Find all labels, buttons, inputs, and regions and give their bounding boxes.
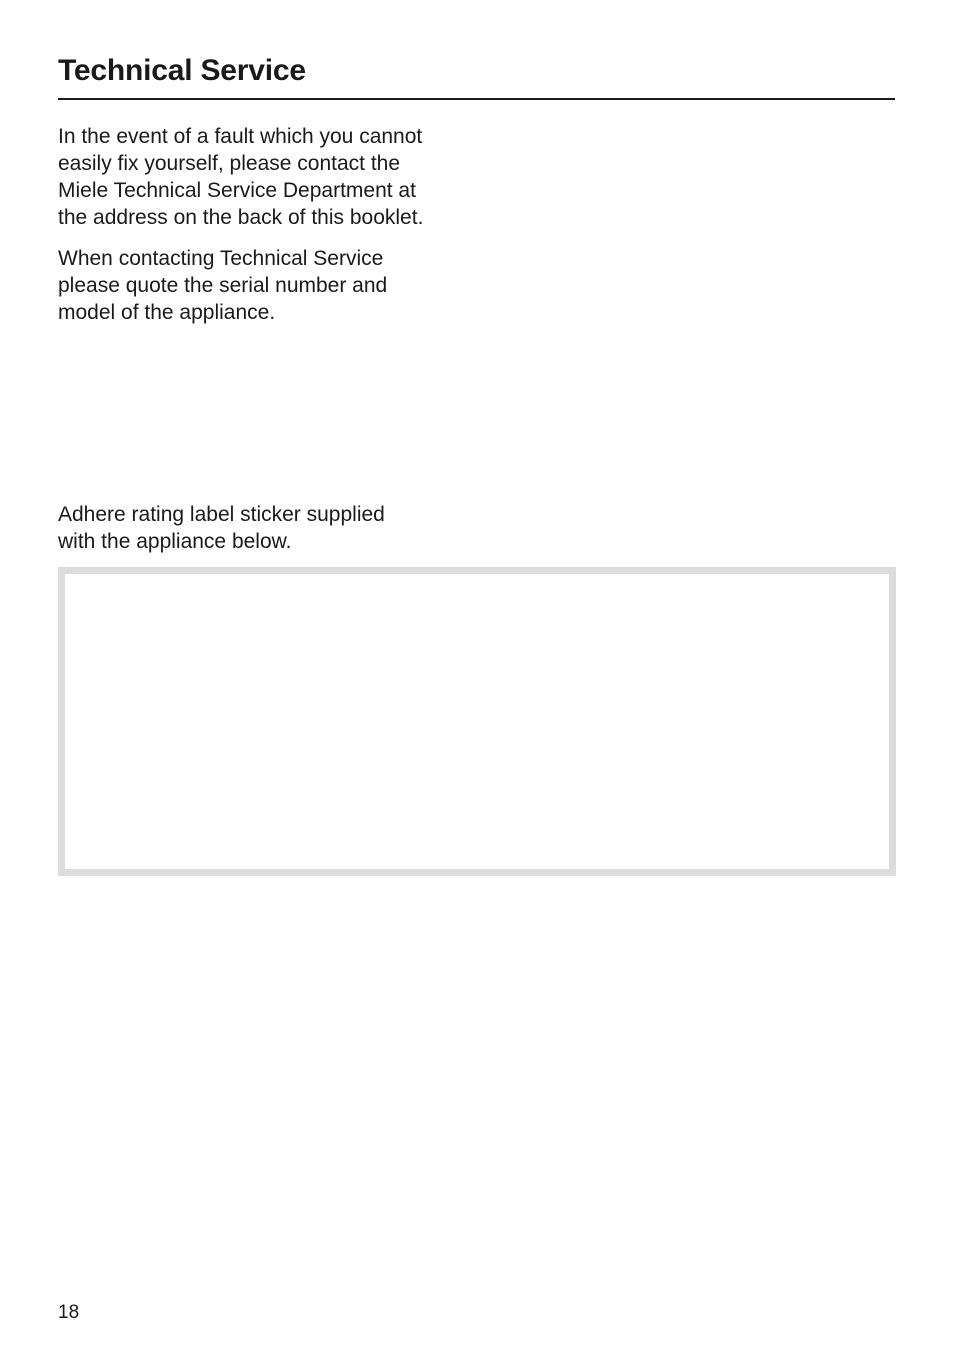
rating-label-instruction: Adhere rating label sticker supplied with the appliance below. <box>58 503 385 553</box>
title-divider <box>58 98 895 100</box>
fault-contact-paragraph: In the event of a fault which you cannot easily fix yourself, please contact the Miele Technical Service Department at the address on the back of this booklet. <box>58 125 424 229</box>
page-title: Technical Service <box>58 54 306 87</box>
serial-number-paragraph: When contacting Technical Service please quote the serial number and model of the appliance. <box>58 247 388 324</box>
rating-label-sticker-area <box>58 567 896 876</box>
page-number: 18 <box>58 1302 80 1323</box>
